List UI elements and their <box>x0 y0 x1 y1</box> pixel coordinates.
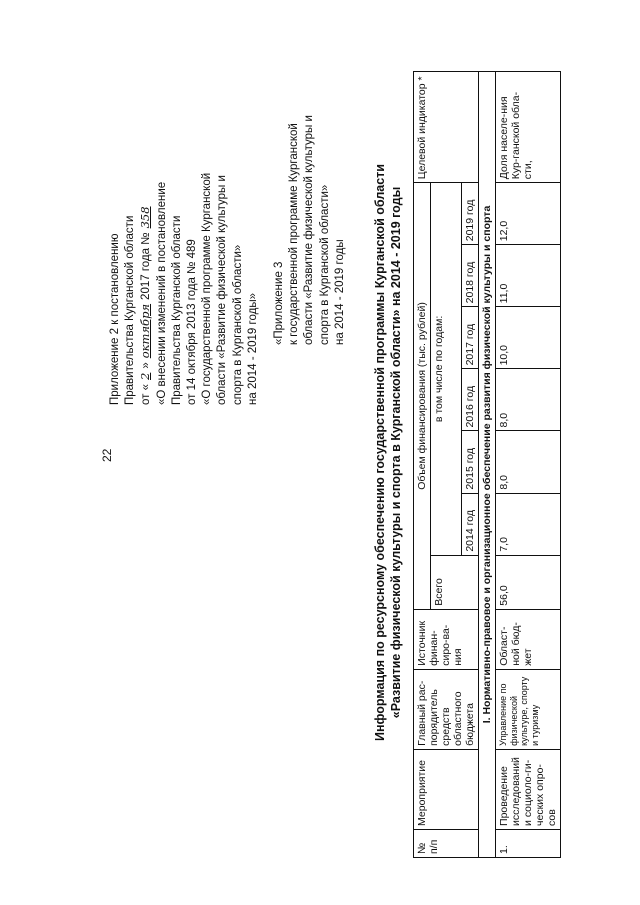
cell-total: 56,0 <box>496 555 561 609</box>
appendix2-line: «Приложение 3 <box>273 261 285 345</box>
cell-year-value: 12,0 <box>496 183 561 245</box>
appendix-line: на 2014 - 2019 годы» <box>246 293 259 405</box>
handwritten-number: 358 <box>138 206 153 229</box>
section-heading: I. Нормативно-правовое и организационное обеспечение развития физической культуры и спорта <box>479 72 496 858</box>
header-year: 2019 год <box>462 183 479 245</box>
cell-indicator: Доля населе-ния Кур-ганской обла-сти, <box>496 72 561 183</box>
title-line-2: «Развитие физической культуры и спорта в Курганской области» на 2014 - 2019 годы <box>389 186 403 719</box>
header-by-year: в том числе по годам: <box>431 183 462 555</box>
header-year: 2016 год <box>462 369 479 431</box>
handwritten-day: 2 <box>138 372 153 380</box>
page-number: 22 <box>100 448 114 462</box>
table-row <box>496 72 561 858</box>
date-prefix: от « <box>140 383 153 405</box>
cell-manager: Управление по физической культуре, спорту и туризму <box>496 669 561 749</box>
date-separator: » <box>140 362 153 369</box>
appendix2-line: области «Развитие физической культуры и <box>303 115 316 345</box>
header-funding: Объем финансирования (тыс. рублей) <box>414 183 431 610</box>
cell-source: Област-ной бюд-жет <box>496 609 561 669</box>
appendix-header <box>108 45 261 405</box>
appendix-line: Приложение 2 к постановлению <box>109 233 121 405</box>
appendix-line: Правительства Курганской области <box>124 215 137 405</box>
appendix2-line: спорта в Курганской области» <box>318 184 331 345</box>
section-row <box>479 72 496 858</box>
appendix-line: от 14 октября 2013 года № 489 <box>186 239 199 405</box>
appendix-line: Правительства Курганской области <box>170 215 183 405</box>
appendix-line: «О государственной программе Курганской <box>201 172 214 405</box>
header-total: Всего <box>431 555 479 609</box>
handwritten-month: октября <box>138 303 153 359</box>
header-manager: Главный рас-порядитель средств областного бюджета <box>414 669 479 749</box>
header-year: 2017 год <box>462 307 479 369</box>
header-year: 2015 год <box>462 431 479 493</box>
date-year: 2017 года № <box>140 232 153 300</box>
appendix-3-header <box>272 45 348 345</box>
appendix-line: «О внесении изменений в постановление <box>155 181 168 405</box>
document-title <box>372 80 404 825</box>
header-event: Мероприятие <box>414 749 479 829</box>
header-num: № п/п <box>414 829 479 857</box>
appendix-date-line <box>138 45 154 405</box>
cell-year-value: 10,0 <box>496 307 561 369</box>
header-row-1 <box>414 72 431 858</box>
appendix2-line: на 2014 - 2019 годы <box>333 239 346 345</box>
header-year: 2018 год <box>462 245 479 307</box>
cell-year-value: 8,0 <box>496 369 561 431</box>
header-indicator: Целевой индикатор * <box>414 72 479 183</box>
header-year: 2014 год <box>462 493 479 555</box>
appendix-line: спорта в Курганской области» <box>231 244 244 405</box>
cell-year-value: 11,0 <box>496 245 561 307</box>
appendix-line: области «Развитие физической культуры и <box>216 175 229 405</box>
header-source: Источник финан-сиро-ва-ния <box>414 609 479 669</box>
appendix2-line: к государственной программе Курганской <box>288 123 301 345</box>
cell-event: Проведение исследований и социоло-ги-ческих опро-сов <box>496 749 561 829</box>
title-line-1: Информация по ресурсному обеспечению государственной программы Курганской области <box>373 164 387 742</box>
funding-table <box>413 71 561 858</box>
cell-year-value: 8,0 <box>496 431 561 493</box>
cell-num: 1. <box>496 829 561 857</box>
cell-year-value: 7,0 <box>496 493 561 555</box>
